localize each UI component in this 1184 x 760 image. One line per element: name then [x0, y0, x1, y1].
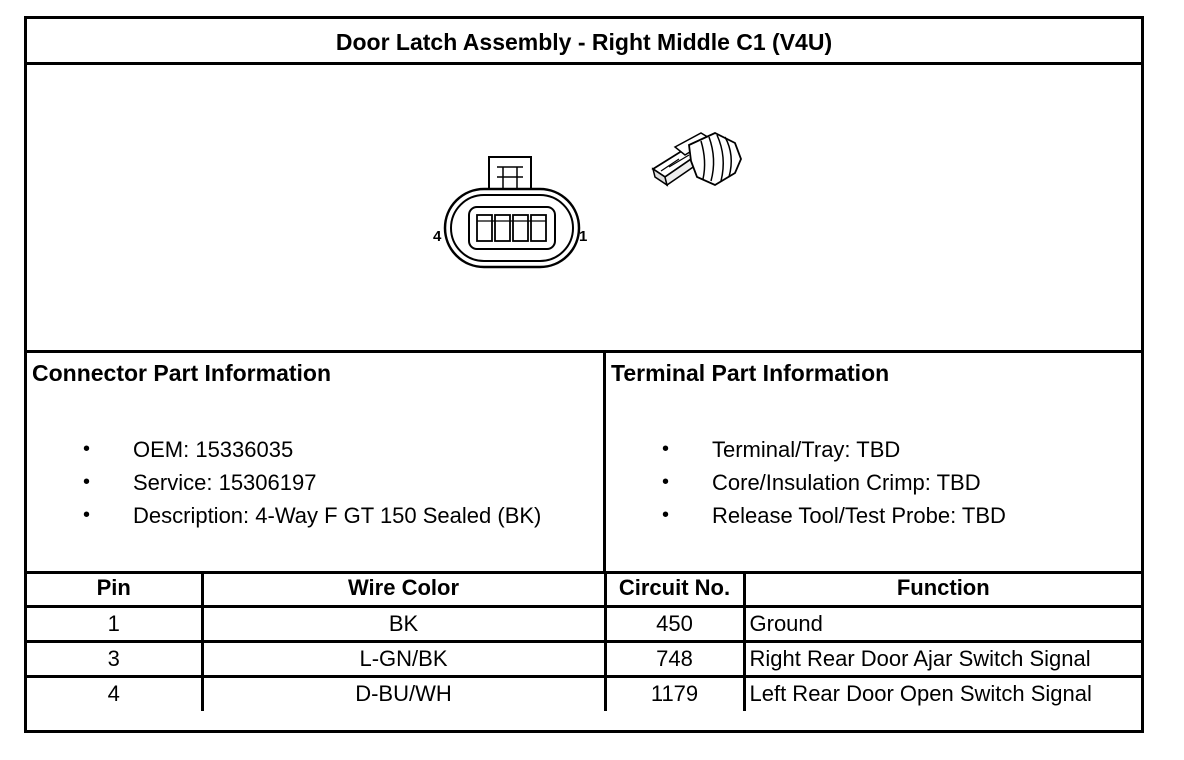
- terminal-info-list: [662, 433, 1006, 532]
- table-row: [27, 676, 1141, 711]
- part-information-row: [27, 353, 1141, 574]
- pin-label-right: 1: [579, 228, 588, 245]
- list-item: • Description: 4-Way F GT 150 Sealed (BK): [83, 499, 541, 532]
- cell-pin: 4: [27, 676, 202, 711]
- bullet-icon: •: [83, 438, 91, 460]
- column-header-circuit-no: Circuit No.: [605, 571, 744, 606]
- column-header-pin: Pin: [27, 571, 202, 606]
- table-row: [27, 641, 1141, 676]
- cell-pin: 3: [27, 641, 202, 676]
- list-item: • OEM: 15336035: [83, 433, 541, 466]
- column-header-wire-color: Wire Color: [202, 571, 605, 606]
- cell-circuit-no: 1179: [605, 676, 744, 711]
- cell-wire-color: D-BU/WH: [202, 676, 605, 711]
- pin-label-left: 4: [433, 228, 442, 245]
- bullet-icon: •: [662, 471, 670, 493]
- terminal-part-info: [606, 353, 1141, 571]
- connector-face-drawing: [437, 153, 587, 273]
- connector-sheet: [24, 16, 1144, 733]
- bullet-icon: •: [662, 504, 670, 526]
- list-item: • Service: 15306197: [83, 466, 541, 499]
- column-header-function: Function: [744, 571, 1141, 606]
- list-item: • Core/Insulation Crimp: TBD: [662, 466, 1006, 499]
- connector-part-info: [27, 353, 606, 571]
- table-header-row: [27, 571, 1141, 606]
- terminal-info-heading: Terminal Part Information: [611, 360, 890, 386]
- cell-circuit-no: 450: [605, 606, 744, 641]
- connector-isometric-drawing: [645, 125, 745, 205]
- connector-illustration-area: [27, 65, 1141, 353]
- cell-function: Ground: [744, 606, 1141, 641]
- cell-function: Left Rear Door Open Switch Signal: [744, 676, 1141, 711]
- cell-wire-color: L-GN/BK: [202, 641, 605, 676]
- table-row: [27, 606, 1141, 641]
- cell-wire-color: BK: [202, 606, 605, 641]
- bullet-icon: •: [83, 471, 91, 493]
- cell-function: Right Rear Door Ajar Switch Signal: [744, 641, 1141, 676]
- cell-pin: 1: [27, 606, 202, 641]
- connector-info-heading: Connector Part Information: [32, 360, 332, 386]
- pin-table: [27, 571, 1141, 711]
- connector-info-list: [83, 433, 541, 532]
- cell-circuit-no: 748: [605, 641, 744, 676]
- bullet-icon: •: [83, 504, 91, 526]
- bullet-icon: •: [662, 438, 670, 460]
- list-item: • Terminal/Tray: TBD: [662, 433, 1006, 466]
- list-item: • Release Tool/Test Probe: TBD: [662, 499, 1006, 532]
- page-title: Door Latch Assembly - Right Middle C1 (V4U): [27, 19, 1141, 65]
